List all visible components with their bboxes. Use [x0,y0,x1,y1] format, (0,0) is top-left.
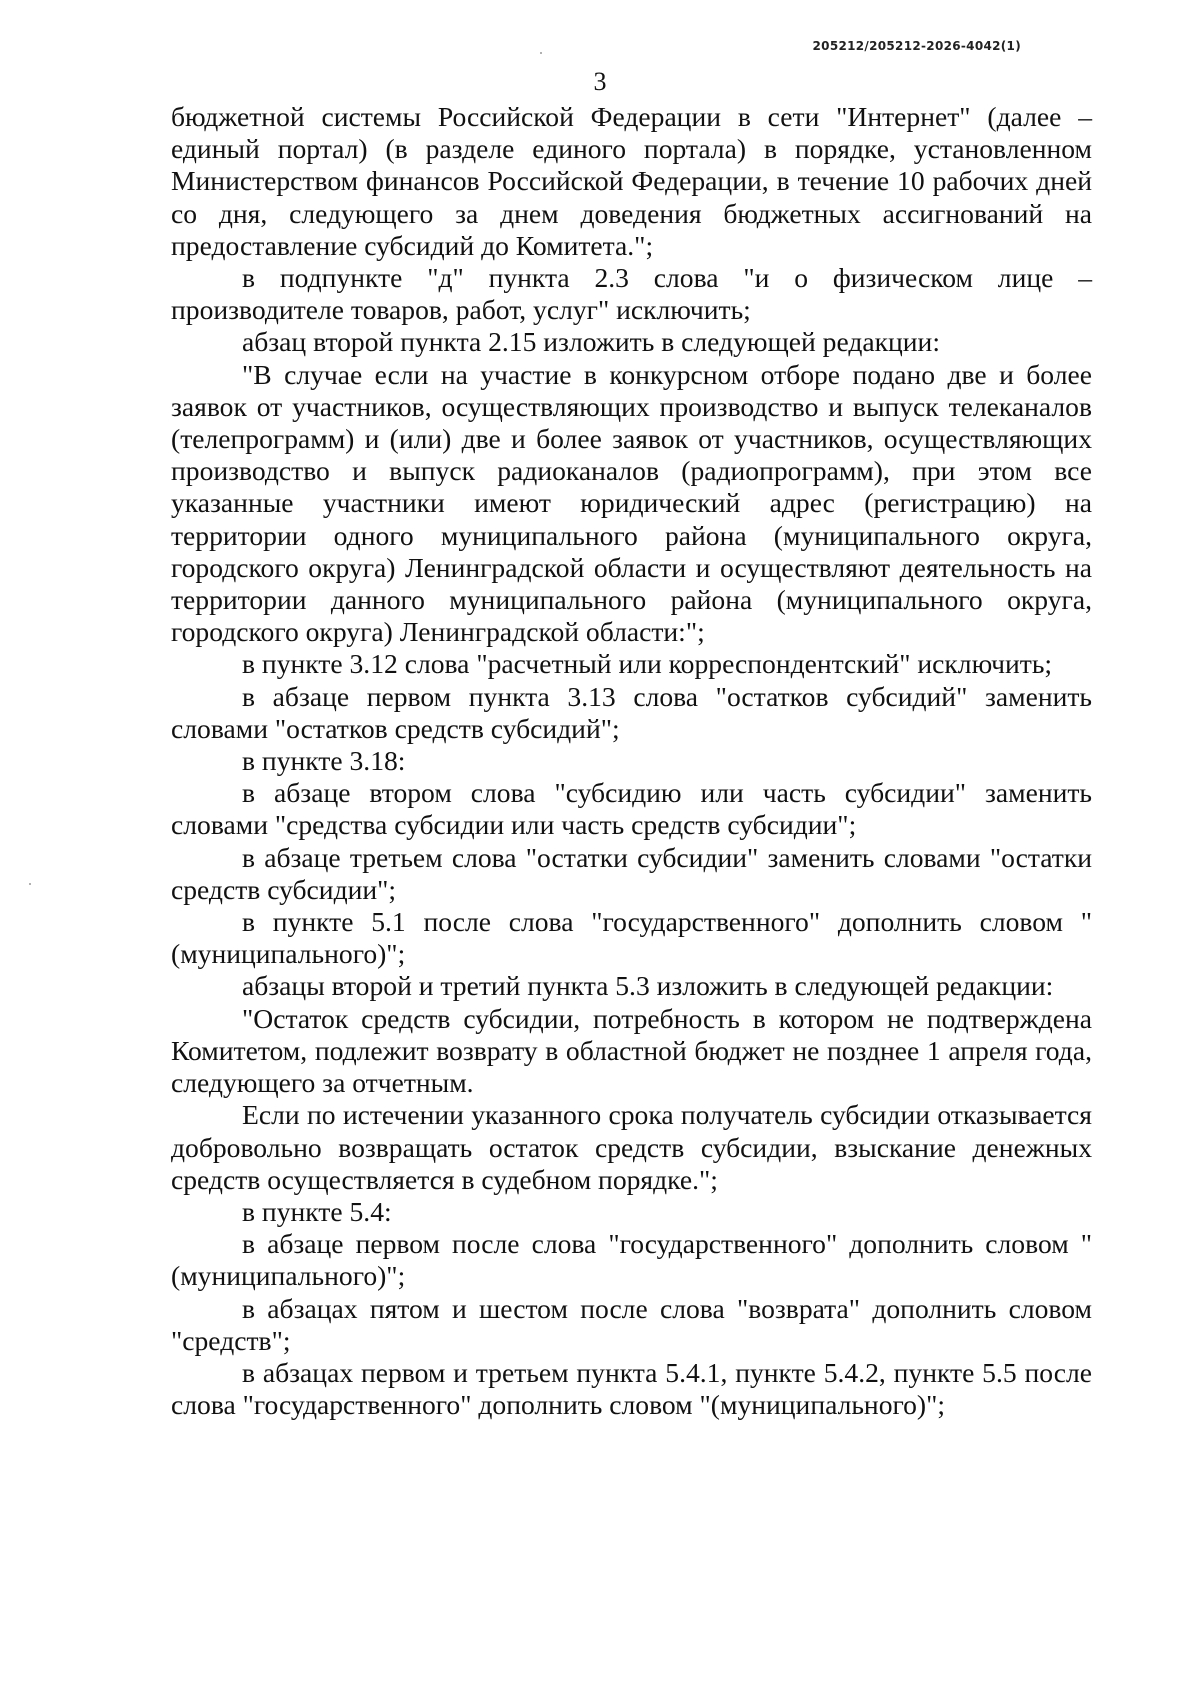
paragraph: в подпункте "д" пункта 2.3 слова "и о физическом лице – производителе товаров, работ, услуг" исключить; [171,262,1092,326]
paragraph: в абзаце втором слова "субсидию или часть субсидии" заменить словами "средства субсидии или часть средств субсидии"; [171,777,1092,841]
paragraph: в абзаце первом пункта 3.13 слова "остатков субсидий" заменить словами "остатков средств субсидий"; [171,680,1092,744]
paragraph: абзац второй пункта 2.15 изложить в следующей редакции: [242,326,940,358]
paragraph: бюджетной системы Российской Федерации в сети "Интернет" (далее – единый портал) (в разделе единого портала) в порядке, установленном Министерством финансов Российской Федерации, в течение 10 рабочих дней со дня, следующего за днем доведения бюджетных ассигнований на предоставление субсидий до Комитета."; [171,101,1092,261]
paragraph: Если по истечении указанного срока получатель субсидии отказывается добровольно возвращать остаток средств субсидии, взыскание денежных средств осуществляется в судебном порядке."; [171,1099,1092,1195]
paragraph: "Остаток средств субсидии, потребность в котором не подтверждена Комитетом, подлежит возврату в областной бюджет не позднее 1 апреля года, следующего за отчетным. [171,1002,1092,1099]
document-body [171,101,1092,1421]
paragraph: "В случае если на участие в конкурсном отборе подано две и более заявок от участников, осуществляющих производство и выпуск телеканалов (телепрограмм) и (или) две и более заявок от участников, осуществляющих производство и выпуск радиоканалов (радиопрограмм), при этом все указанные участники имеют юридический адрес (регистрацию) на территории одного муниципального района (муниципального округа, городского округа) Ленинградской области и осуществляют деятельность на территории данного муниципального района (муниципального округа, городского округа) Ленинградской области:"; [171,358,1092,648]
paragraph: в абзаце первом после слова "государственного" дополнить словом "(муниципального)"; [171,1228,1092,1292]
paragraph: в пункте 5.1 после слова "государственного" дополнить словом "(муниципального)"; [171,906,1092,970]
paragraph: в пункте 3.12 слова "расчетный или корреспондентский" исключить; [242,648,1053,680]
paragraph: в пункте 3.18: [242,745,406,777]
paragraph: абзацы второй и третий пункта 5.3 изложить в следующей редакции: [242,970,1054,1002]
scan-speck [540,52,542,54]
paragraph: в пункте 5.4: [242,1195,392,1227]
document-id: 205212/205212-2026-4042(1) [812,39,1021,53]
paragraph: в абзаце третьем слова "остатки субсидии" заменить словами "остатки средств субсидии"; [171,841,1092,905]
paragraph: в абзацах пятом и шестом после слова "возврата" дополнить словом "средств"; [171,1292,1092,1356]
scan-speck [29,883,31,885]
paragraph: в абзацах первом и третьем пункта 5.4.1, пункте 5.4.2, пункте 5.5 после слова "государственного" дополнить словом "(муниципального)"; [171,1356,1092,1421]
page-number: 3 [593,67,607,96]
